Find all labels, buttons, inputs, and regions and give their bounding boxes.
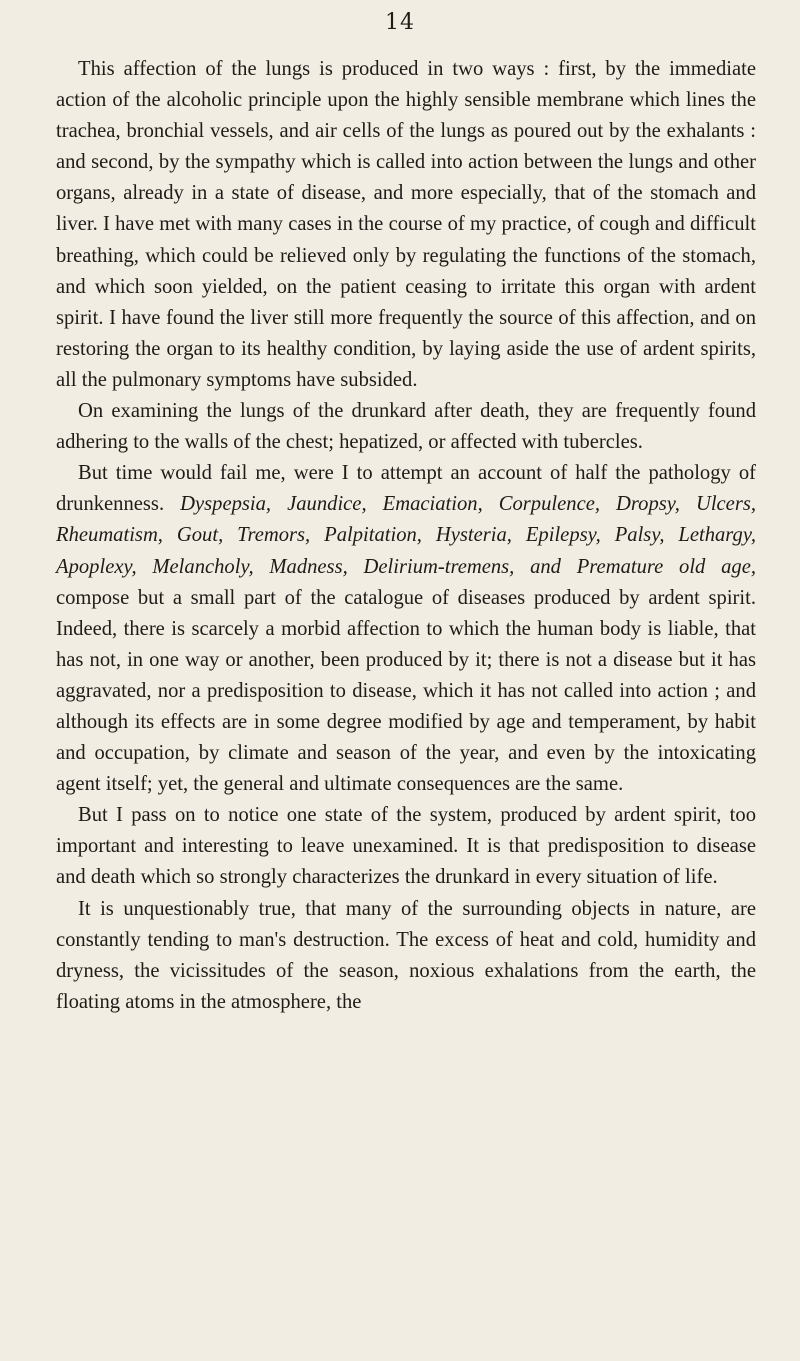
paragraph-surrounding-objects — [56, 894, 756, 1018]
text-segment: This affection of the lungs is produced in two ways : first, by the immediate action of the alcoholic principle upon the highly sensible membrane which lines the trachea, bronchial vessels, and air cells of the lungs as poured out by the exhalants : and second, by the sympathy which is called into action between the lungs and other organs, already in a state of disease, and more especially, that of the stomach and liver. I have met with many cases in the course of my practice, of cough and difficult breathing, which could be relieved only by regulating the functions of the stomach, and which soon yielded, on the patient ceasing to irritate this organ with ardent spirit. I have found the liver still more frequently the source of this affection, and on restoring the organ to its healthy condition, by laying aside the use of ardent spirits, all the pulmonary symptoms have subsided. — [56, 58, 756, 391]
text-segment: It is unquestionably true, that many of the surrounding objects in nature, are constantly tending to man's destruction. The excess of heat and cold, humidity and dryness, the vicissitudes of the season, noxious exhalations from the earth, the floating atoms in the atmosphere, the — [56, 897, 756, 1013]
page-number: 14 — [385, 10, 415, 35]
body-text — [56, 54, 756, 1018]
paragraph-lung-affection — [56, 54, 756, 396]
paragraph-pathology-list — [56, 458, 756, 800]
paragraph-post-mortem — [56, 396, 756, 458]
text-segment: compose but a small part of the catalogue of diseases produced by ardent spirit. Indeed, there is scarcely a morbid affection to which the human body is liable, that has not, in one way or another, been produced by it; there is not a disease but it has aggravated, nor a predisposition to disease, which it has not called into action ; and although its effects are in some degree modified by age and temperament, by habit and occupation, by climate and season of the year, and even by the intoxicating agent itself; yet, the general and ultimate consequences are the same. — [56, 586, 756, 796]
text-segment: But time would fail me, were I to attempt an account of half the pathology of drunkenness. — [56, 462, 756, 516]
text-segment: But I pass on to notice one state of the system, produced by ardent spirit, too important and interesting to leave unexamined. It is that predisposition to disease and death which so strongly characterizes the drunkard in every situation of life. — [56, 804, 756, 889]
disease-list-italic: Dyspepsia, Jaundice, Emaciation, Corpulence, Dropsy, Ulcers, Rheumatism, Gout, Tremors, Palpitation, Hysteria, Epilepsy, Palsy, Lethargy, Apoplexy, Melancholy, Madness, Delirium-tremens, and Premature old age, — [56, 493, 757, 578]
paragraph-predisposition — [56, 800, 756, 893]
text-segment: On examining the lungs of the drunkard after death, they are frequently found adhering to the walls of the chest; hepatized, or affected with tubercles. — [56, 400, 756, 454]
